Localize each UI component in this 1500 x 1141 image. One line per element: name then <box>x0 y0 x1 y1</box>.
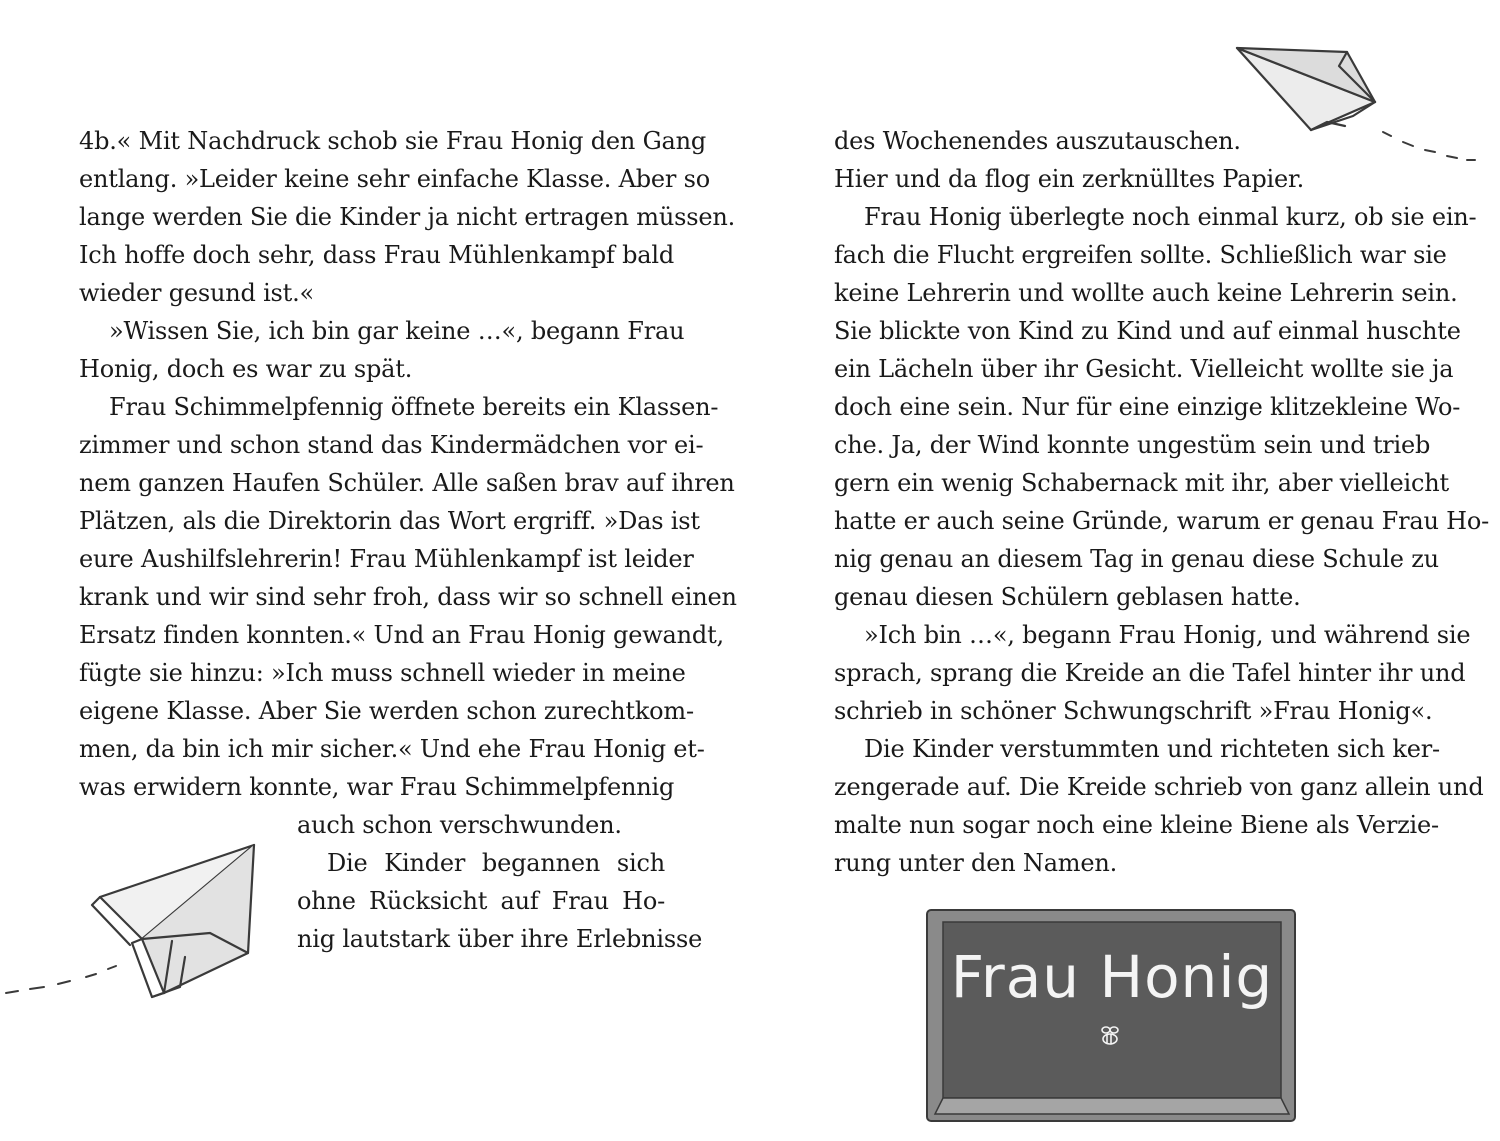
text-line: malte nun sogar noch eine kleine Biene als Verzie- <box>834 811 1439 839</box>
right-text-column <box>834 122 1490 882</box>
text-line: eure Aushilfslehrerin! Frau Mühlenkampf ist leider <box>79 545 694 573</box>
text-line: rung unter den Namen. <box>834 849 1118 877</box>
text-line: men, da bin ich mir sicher.« Und ehe Frau Honig et- <box>79 735 705 763</box>
left-text-column <box>79 122 737 806</box>
text-line: fach die Flucht ergreifen sollte. Schließlich war sie <box>834 241 1447 269</box>
text-line: Ersatz finden konnten.« Und an Frau Honig gewandt, <box>79 621 724 649</box>
text-line: fügte sie hinzu: »Ich muss schnell wieder in meine <box>79 659 686 687</box>
text-line: 4b.« Mit Nachdruck schob sie Frau Honig den Gang <box>79 127 707 155</box>
text-line: nig lautstark über ihre Erlebnisse <box>297 925 703 953</box>
text-line: Plätzen, als die Direktorin das Wort ergriff. »Das ist <box>79 507 700 535</box>
text-line: doch eine sein. Nur für eine einzige klitzekleine Wo- <box>834 393 1461 421</box>
text-line: keine Lehrerin und wollte auch keine Lehrerin sein. <box>834 279 1458 307</box>
text-line: des Wochenendes auszutauschen. <box>834 127 1241 155</box>
text-line: eigene Klasse. Aber Sie werden schon zurechtkom- <box>79 697 694 725</box>
text-line: auch schon verschwunden. <box>297 811 622 839</box>
text-line: Ich hoffe doch sehr, dass Frau Mühlenkampf bald <box>79 241 674 269</box>
text-line: Hier und da flog ein zerknülltes Papier. <box>834 165 1305 193</box>
text-line: »Ich bin …«, begann Frau Honig, und während sie <box>864 621 1471 649</box>
text-line: hatte er auch seine Gründe, warum er genau Frau Ho- <box>834 507 1490 535</box>
text-line: nig genau an diesem Tag in genau diese Schule zu <box>834 545 1439 573</box>
text-line: was erwidern konnte, war Frau Schimmelpfennig <box>79 773 675 801</box>
text-line: »Wissen Sie, ich bin gar keine …«, begann Frau <box>109 317 685 345</box>
chalkboard-text: Frau Honig <box>950 943 1274 1011</box>
text-line: Sie blickte von Kind zu Kind und auf einmal huschte <box>834 317 1461 345</box>
text-line: Honig, doch es war zu spät. <box>79 355 413 383</box>
text-line: krank und wir sind sehr froh, dass wir so schnell einen <box>79 583 737 611</box>
chalkboard <box>925 908 1297 1123</box>
text-line: Frau Schimmelpfennig öffnete bereits ein Klassen- <box>109 393 719 421</box>
left-text-column-wrap <box>297 806 703 958</box>
text-line: zengerade auf. Die Kreide schrieb von ganz allein und <box>834 773 1484 801</box>
paper-plane-icon <box>1235 42 1485 172</box>
text-line: lange werden Sie die Kinder ja nicht ertragen müssen. <box>79 203 736 231</box>
text-line: Die Kinder begannen sich <box>327 849 665 877</box>
text-line: entlang. »Leider keine sehr einfache Klasse. Aber so <box>79 165 710 193</box>
bee-icon <box>1095 1024 1125 1048</box>
text-line: ohne Rücksicht auf Frau Ho- <box>297 887 665 915</box>
text-line: ein Lächeln über ihr Gesicht. Vielleicht wollte sie ja <box>834 355 1454 383</box>
text-line: zimmer und schon stand das Kindermädchen vor ei- <box>79 431 704 459</box>
text-line: gern ein wenig Schabernack mit ihr, aber vielleicht <box>834 469 1449 497</box>
text-line: wieder gesund ist.« <box>79 279 315 307</box>
text-line: Frau Honig überlegte noch einmal kurz, ob sie ein- <box>864 203 1477 231</box>
text-line: genau diesen Schülern geblasen hatte. <box>834 583 1301 611</box>
text-line: che. Ja, der Wind konnte ungestüm sein und trieb <box>834 431 1431 459</box>
text-line: nem ganzen Haufen Schüler. Alle saßen brav auf ihren <box>79 469 735 497</box>
right-page <box>750 0 1500 1141</box>
text-line: sprach, sprang die Kreide an die Tafel hinter ihr und <box>834 659 1466 687</box>
text-line: Die Kinder verstummten und richteten sich ker- <box>864 735 1440 763</box>
text-line: schrieb in schöner Schwungschrift »Frau Honig«. <box>834 697 1433 725</box>
paper-plane-icon <box>0 835 260 1025</box>
